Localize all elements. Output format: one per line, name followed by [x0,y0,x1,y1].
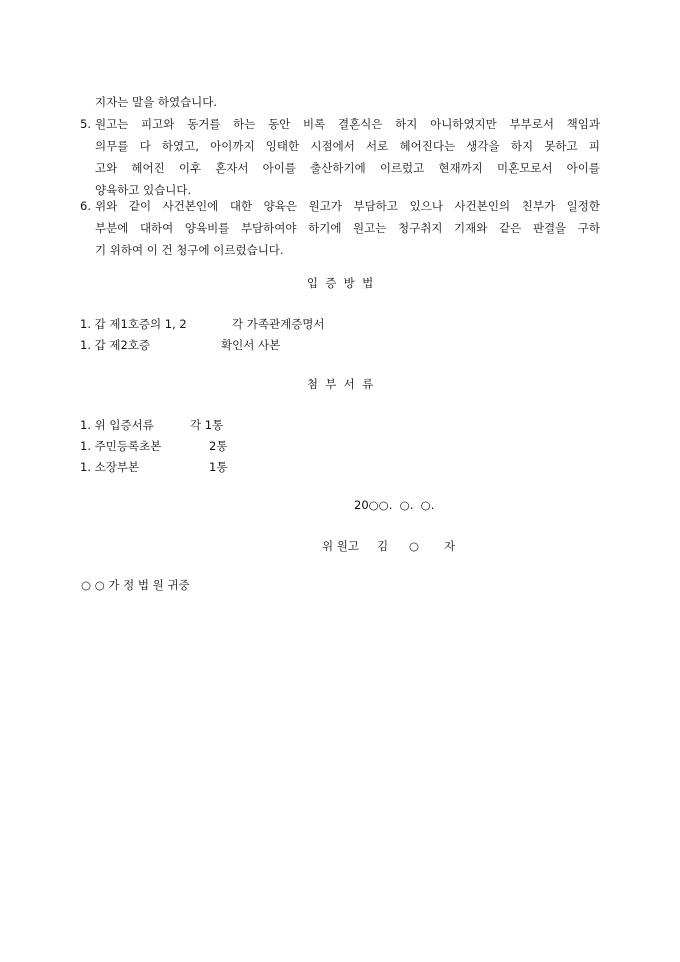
paragraph-number: 6. [80,199,91,213]
attachment-item-label: 1. 주민등록초본 [80,439,162,453]
paragraph-line: 기 위하여 이 건 청구에 이르렀습니다. [95,243,284,257]
paragraph-line: 위와 같이 사건본인에 대한 양육은 원고가 부담하고 있으나 사건본인의 친부가 일정한 [95,199,600,213]
evidence-section-title: 입 증 방 법 [306,276,374,290]
paragraph-number: 5. [80,117,91,131]
signature-name-mid: ○ [409,539,420,553]
attachments-section-title: 첨 부 서 류 [306,377,374,391]
attachment-item-label: 1. 위 입증서류 [80,418,154,432]
attachment-item-qty: 각 1통 [190,418,224,432]
paragraph-line: 의무를 다 하였고, 아이까지 잉태한 시점에서 서로 헤어진다는 생각을 하지 못하고 피 [95,139,600,153]
attachment-item-label: 1. 소장부본 [80,460,140,474]
evidence-item-desc: 각 가족관계증명서 [232,317,325,331]
continued-paragraph-line: 지자는 말을 하였습니다. [95,95,218,109]
signature-name-first: 김 [377,539,389,553]
filing-date: 20○○. ○. ○. [354,498,435,512]
court-addressee: ○ ○ 가 정 법 원 귀중 [81,578,190,592]
evidence-item-label: 1. 갑 제2호증 [80,338,151,352]
signature-name-last: 자 [444,539,456,553]
paragraph-line: 고와 헤어진 이후 혼자서 아이를 출산하기에 이르렀고 현재까지 미혼모로서 아이를 [95,161,600,175]
attachment-item-qty: 2통 [209,439,228,453]
paragraph-line: 부분에 대하여 양육비를 부담하여야 하기에 원고는 청구취지 기재와 같은 판결을 구하 [95,221,600,235]
paragraph-line: 원고는 피고와 동거를 하는 동안 비록 결혼식은 하지 아니하였지만 부부로서 책임과 [95,117,600,131]
paragraph-line: 양육하고 있습니다. [95,183,192,197]
paragraph-5 [80,113,600,201]
paragraph-6 [80,195,600,261]
signature-role: 위 원고 [322,539,359,553]
evidence-item-label: 1. 갑 제1호증의 1, 2 [80,317,187,331]
attachment-item-qty: 1통 [209,460,228,474]
evidence-item-desc: 확인서 사본 [221,338,281,352]
